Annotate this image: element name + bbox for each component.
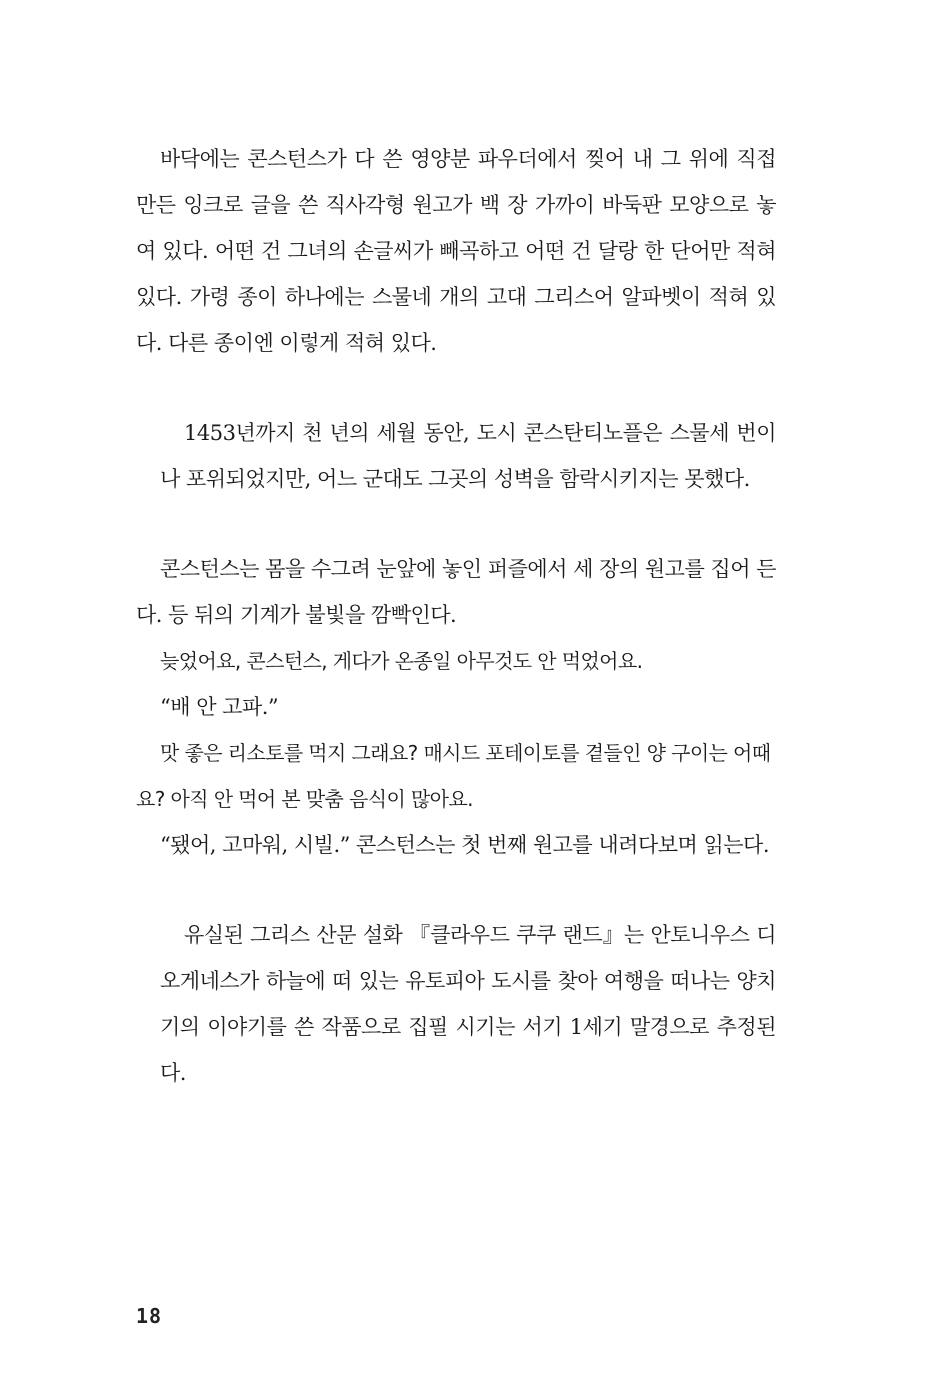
paragraph-floor-manuscripts: 바닥에는 콘스턴스가 다 쓴 영양분 파우더에서 찢어 내 그 위에 직접 만든 잉크로 글을 쓴 직사각형 원고가 백 장 가까이 바둑판 모양으로 놓여 있다. 어떤 건 그녀의 손글씨가 빼곡하고 어떤 건 달랑 한 단어만 적혀 있다. 가령 종이 하나에는 스물네 개의 고대 그리스어 알파벳이 적혀 있다. 다른 종이엔 이렇게 적혀 있다. (136, 147, 776, 355)
sybil-line-1: 늦었어요, 콘스턴스, 게다가 온종일 아무것도 안 먹었어요. (160, 649, 643, 673)
spacer (136, 868, 776, 912)
spacer (136, 502, 776, 546)
spacer (136, 366, 776, 410)
dialogue-thanks-sybil: “됐어, 고마워, 시빌.” 콘스턴스는 첫 번째 원고를 내려다보며 읽는다. (160, 833, 770, 857)
dialogue-not-hungry: “배 안 고파.” (160, 695, 279, 719)
page-number: 18 (136, 1304, 163, 1328)
page-body (136, 136, 776, 1096)
sybil-line-2: 맛 좋은 리소토를 먹지 그래요? 매시드 포테이토를 곁들인 양 구이는 어때요? 아직 안 먹어 본 맞춤 음식이 많아요. (136, 741, 771, 811)
quote-cloud-cuckoo-land: 유실된 그리스 산문 설화 『클라우드 쿠쿠 랜드』는 안토니우스 디오게네스가 하늘에 떠 있는 유토피아 도시를 찾아 여행을 떠나는 양치기의 이야기를 쓴 작품으로 집필 시기는 서기 1세기 말경으로 추정된다. (160, 923, 776, 1085)
paragraph-picks-up-pages: 콘스턴스는 몸을 수그려 눈앞에 놓인 퍼즐에서 세 장의 원고를 집어 든다. 등 뒤의 기계가 불빛을 깜빡인다. (136, 557, 776, 627)
quote-constantinople: 1453년까지 천 년의 세월 동안, 도시 콘스탄티노플은 스물세 번이나 포위되었지만, 어느 군대도 그곳의 성벽을 함락시키지는 못했다. (160, 421, 776, 491)
